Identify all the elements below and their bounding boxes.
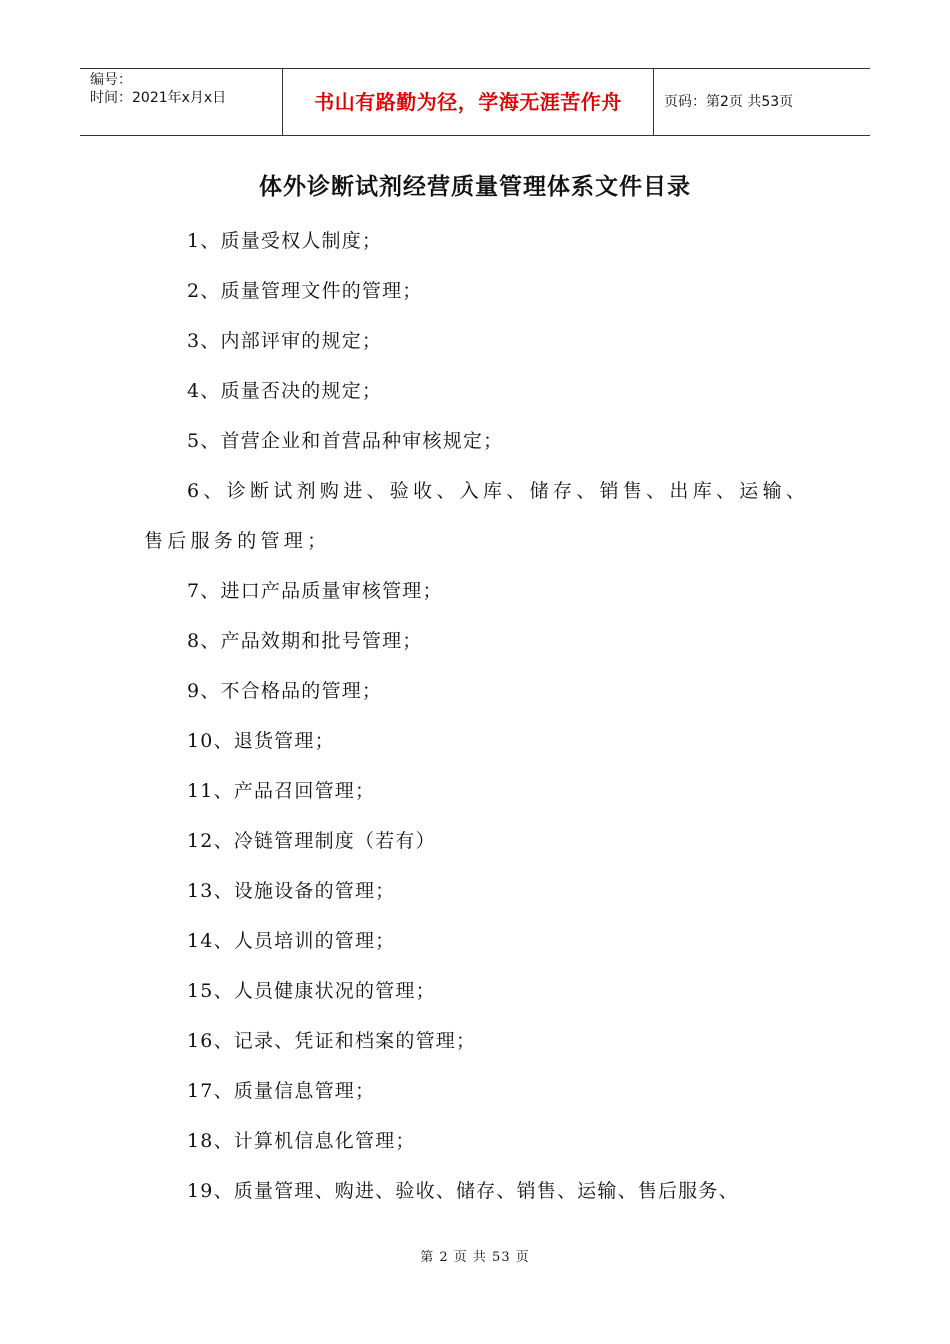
header-motto [282, 69, 654, 135]
toc-item: 7、进口产品质量审核管理； [187, 580, 443, 602]
toc-item: 18、计算机信息化管理； [187, 1130, 416, 1152]
doc-number-label: 编号： [90, 72, 132, 88]
toc-item: 6、诊断试剂购进、验收、入库、储存、销售、出库、运输、售后服务的管理； [144, 480, 810, 552]
toc-item: 5、首营企业和首营品种审核规定； [187, 430, 504, 452]
toc-item: 2、质量管理文件的管理； [187, 280, 423, 302]
toc-item: 9、不合格品的管理； [187, 680, 383, 702]
toc-item: 16、记录、凭证和档案的管理； [187, 1030, 477, 1052]
header-page-info [654, 69, 870, 135]
toc-item: 8、产品效期和批号管理； [187, 630, 423, 652]
table-of-contents [144, 216, 824, 1216]
toc-item: 1、质量受权人制度； [187, 230, 383, 252]
toc-item: 14、人员培训的管理； [187, 930, 396, 952]
doc-date: 时间：2021年x月x日 [90, 90, 227, 106]
toc-item: 11、产品召回管理； [187, 780, 376, 802]
toc-item: 10、退货管理； [187, 730, 335, 752]
page-header [80, 68, 870, 136]
toc-item: 15、人员健康状况的管理； [187, 980, 436, 1002]
toc-item: 17、质量信息管理； [187, 1080, 376, 1102]
page-count: 页码：第2页 共53页 [664, 94, 794, 110]
document-title: 体外诊断试剂经营质量管理体系文件目录 [259, 174, 691, 200]
page-footer: 第 2 页 共 53 页 [420, 1250, 530, 1265]
toc-item: 4、质量否决的规定； [187, 380, 383, 402]
motto-text: 书山有路勤为径，学海无涯苦作舟 [314, 90, 622, 114]
header-meta [80, 69, 282, 135]
toc-item: 19、质量管理、购进、验收、储存、销售、运输、售后服务、 [187, 1180, 739, 1202]
toc-item: 12、冷链管理制度（若有） [187, 830, 436, 852]
toc-item: 3、内部评审的规定； [187, 330, 383, 352]
toc-item: 13、设施设备的管理； [187, 880, 396, 902]
